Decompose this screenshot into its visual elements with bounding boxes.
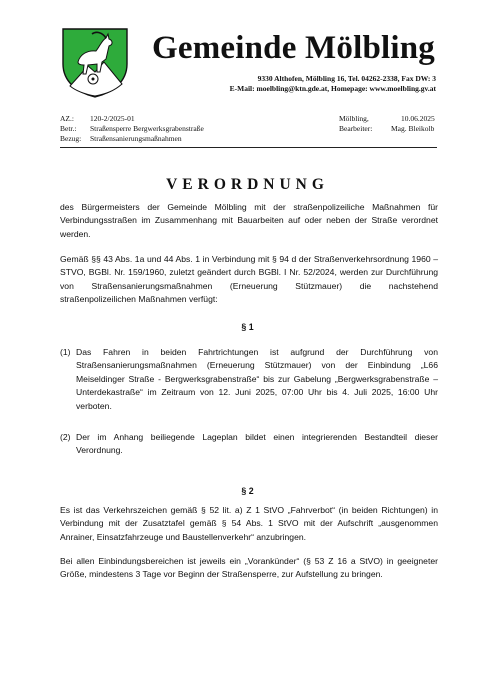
section-2-paragraph-1: Es ist das Verkehrszeichen gemäß § 52 lit. a) Z 1 StVO „Fahrverbot“ (in beiden Richtungen) in Verbindung mit der Zusatztafel gemäß § 54 Abs. 1 StVO mit der Aufschrift „ausgenommen Anrainer, Einsatzfahrzeuge und Baustellenverkehr“ anzubringen. (60, 505, 438, 542)
az-value: 120-2/2025-01 (90, 114, 135, 123)
header-divider (60, 147, 437, 148)
item-2-label: (2) (60, 432, 71, 442)
bezug-label: Bezug: (60, 134, 82, 143)
item-1-text: Das Fahren in beiden Fahrtrichtungen ist aufgrund der Durchführung von Straßensanierungsmaßnahmen (Erneuerung Stützmauer) von der Einbindung „L66 Meiseldinger Straße - Bergwerksgrabenstraße“ bis zur Gabelung „Bergwerksgrabenstraße – Unterdekastraße“ im Zeitraum von 12. Juni 2025, 07:00 Uhr bis 4. Juli 2025, 16:00 Uhr verboten. (76, 347, 438, 411)
item-1-label: (1) (60, 347, 71, 357)
bezug-value: Straßensanierungsmaßnahmen (90, 134, 182, 143)
municipality-title: Gemeinde Mölbling (152, 30, 435, 66)
address-line: 9330 Althofen, Mölbling 16, Tel. 04262-2338, Fax DW: 3 (257, 74, 436, 83)
betr-label: Betr.: (60, 124, 77, 133)
clerk-label: Bearbeiter: (339, 124, 373, 133)
az-label: AZ.: (60, 114, 74, 123)
place-label: Mölbling, (339, 114, 369, 123)
item-2-text: Der im Anhang beiliegende Lageplan bildet einen integrierenden Bestandteil dieser Verordnung. (76, 432, 438, 456)
section-2-title: § 2 (241, 486, 254, 496)
contact-line: E-Mail: moelbling@ktn.gde.at, Homepage: www.moelbling.gv.at (229, 84, 436, 93)
clerk-value: Mag. Bleikolb (391, 124, 435, 133)
betr-value: Straßensperre Bergwerksgrabenstraße (90, 124, 204, 133)
document-date: 10.06.2025 (401, 114, 435, 123)
section-2-paragraph-2: Bei allen Einbindungsbereichen ist jeweils ein „Vorankünder“ (§ 53 Z 16 a StVO) in geeigneter Größe, mindestens 3 Tage vor Beginn der Straßensperre, zur Aufstellung zu bringen. (60, 556, 438, 580)
section-1-title: § 1 (241, 322, 254, 332)
document-heading: VERORDNUNG (166, 176, 329, 193)
intro-paragraph: des Bürgermeisters der Gemeinde Mölbling mit der straßenpolizeiliche Maßnahmen für Verbindungsstraßen im Zusammenhang mit Bauarbeiten auf oder neben der Straße verordnet werden. (60, 202, 438, 239)
legal-basis-paragraph: Gemäß §§ 43 Abs. 1a und 44 Abs. 1 in Verbindung mit § 94 d der Straßenverkehrsordnung 1960 – STVO, BGBl. Nr. 159/1960, zuletzt geändert durch BGBl. I Nr. 52/2024, werden zur Durchführung von Straßensanierungsmaßnahmen (Erneuerung Stützmauer) die nachstehend straßenpolizeilichen Maßnahmen verfügt: (60, 254, 438, 305)
